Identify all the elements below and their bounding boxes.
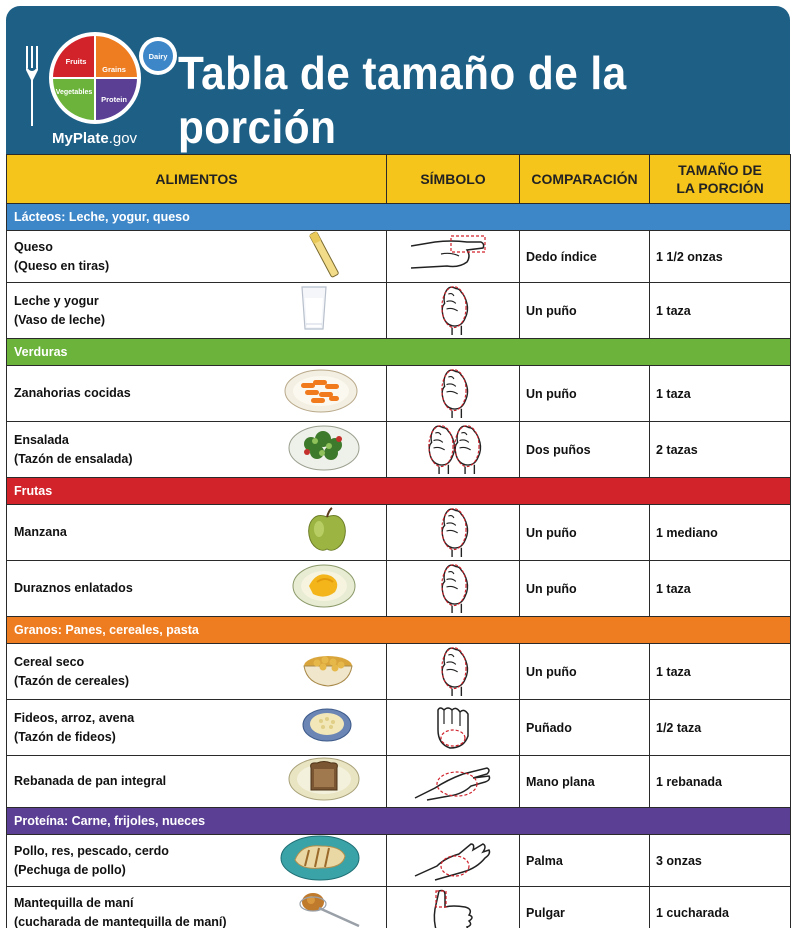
comparison-cell: Un puño bbox=[520, 644, 650, 700]
flat-hand-icon bbox=[413, 791, 493, 805]
symbol-cell bbox=[387, 366, 520, 422]
category-label: Frutas bbox=[7, 478, 791, 505]
category-label: Verduras bbox=[7, 339, 791, 366]
food-detail: (Tazón de fideos) bbox=[14, 729, 116, 744]
fist-icon bbox=[426, 324, 480, 338]
fork-icon bbox=[26, 46, 38, 126]
comparison-cell: Mano plana bbox=[520, 756, 650, 808]
comparison-cell: Pulgar bbox=[520, 887, 650, 928]
column-header-portion-label: TAMAÑO DE LA PORCIÓN bbox=[676, 162, 764, 196]
food-detail: (cucharada de mantequilla de maní) bbox=[14, 914, 227, 928]
palm-icon bbox=[413, 871, 493, 885]
food-cell bbox=[7, 231, 387, 283]
portion-cell: 2 tazas bbox=[650, 422, 791, 478]
category-label: Proteína: Carne, frijoles, nueces bbox=[7, 808, 791, 835]
food-detail: (Queso en tiras) bbox=[14, 258, 110, 273]
symbol-cell bbox=[387, 283, 520, 339]
table-row bbox=[7, 887, 791, 928]
symbol-cell bbox=[387, 644, 520, 700]
food-cell bbox=[7, 835, 387, 887]
food-name: Leche y yogur bbox=[14, 293, 99, 308]
milk-glass-icon bbox=[299, 284, 329, 338]
string-cheese-icon bbox=[303, 228, 347, 286]
portion-cell: 1 cucharada bbox=[650, 887, 791, 928]
comparison-cell: Un puño bbox=[520, 283, 650, 339]
fist-icon bbox=[426, 546, 480, 560]
page-title: Tabla de tamaño de la porción bbox=[178, 47, 627, 153]
comparison-cell: Dedo índice bbox=[520, 231, 650, 283]
plate-label-grains: Grains bbox=[102, 65, 126, 74]
food-cell bbox=[7, 561, 387, 617]
category-row bbox=[7, 339, 791, 366]
food-detail: (Pechuga de pollo) bbox=[14, 862, 126, 877]
portion-cell: 1 1/2 onzas bbox=[650, 231, 791, 283]
food-name: Rebanada de pan integral bbox=[14, 774, 167, 788]
symbol-cell bbox=[387, 561, 520, 617]
serving-size-table bbox=[6, 154, 791, 928]
plate-label-protein: Protein bbox=[101, 95, 127, 104]
portion-cell: 1 taza bbox=[650, 366, 791, 422]
logo-suffix: .gov bbox=[108, 130, 138, 147]
column-header-row bbox=[7, 155, 791, 204]
food-name: Duraznos enlatados bbox=[14, 581, 133, 595]
two-fists-icon bbox=[418, 463, 488, 477]
header-banner bbox=[6, 6, 790, 154]
food-name: Fideos, arroz, avena bbox=[14, 710, 135, 725]
food-name: Mantequilla de maní bbox=[14, 895, 134, 910]
table-row bbox=[7, 505, 791, 561]
plate-label-dairy: Dairy bbox=[148, 52, 168, 61]
symbol-cell bbox=[387, 505, 520, 561]
table-row bbox=[7, 283, 791, 339]
comparison-cell: Un puño bbox=[520, 505, 650, 561]
category-label: Lácteos: Leche, yogur, queso bbox=[7, 204, 791, 231]
table-row bbox=[7, 561, 791, 617]
portion-cell: 1 taza bbox=[650, 561, 791, 617]
table-row bbox=[7, 422, 791, 478]
logo-wordmark bbox=[52, 130, 137, 147]
table-row bbox=[7, 366, 791, 422]
food-detail: (Tazón de ensalada) bbox=[14, 451, 133, 466]
table-row bbox=[7, 644, 791, 700]
column-header-foods: ALIMENTOS bbox=[7, 155, 387, 204]
table-row bbox=[7, 231, 791, 283]
symbol-cell bbox=[387, 835, 520, 887]
category-row bbox=[7, 204, 791, 231]
food-cell bbox=[7, 505, 387, 561]
peaches-bowl-icon bbox=[291, 562, 357, 616]
comparison-cell: Un puño bbox=[520, 561, 650, 617]
food-detail: (Vaso de leche) bbox=[14, 312, 106, 327]
table-row bbox=[7, 756, 791, 808]
symbol-cell bbox=[387, 700, 520, 756]
peanut-butter-spoon-icon bbox=[297, 890, 363, 928]
portion-cell: 3 onzas bbox=[650, 835, 791, 887]
food-name: Zanahorias cocidas bbox=[14, 386, 131, 400]
food-cell bbox=[7, 283, 387, 339]
chicken-plate-icon bbox=[279, 834, 361, 888]
food-detail: (Tazón de cereales) bbox=[14, 673, 130, 688]
food-cell bbox=[7, 700, 387, 756]
food-cell bbox=[7, 756, 387, 808]
comparison-cell: Puñado bbox=[520, 700, 650, 756]
index-finger-icon bbox=[411, 267, 495, 281]
symbol-cell bbox=[387, 231, 520, 283]
comparison-cell: Dos puños bbox=[520, 422, 650, 478]
cereal-bowl-icon bbox=[301, 648, 355, 696]
logo-brand: MyPlate bbox=[52, 130, 109, 147]
portion-cell: 1 taza bbox=[650, 283, 791, 339]
food-cell bbox=[7, 644, 387, 700]
fist-icon bbox=[426, 602, 480, 616]
food-name: Pollo, res, pescado, cerdo bbox=[14, 843, 169, 858]
pasta-bowl-icon bbox=[301, 706, 353, 750]
food-name: Queso bbox=[14, 239, 53, 254]
column-header-symbol: SÍMBOLO bbox=[387, 155, 520, 204]
symbol-cell bbox=[387, 756, 520, 808]
comparison-cell: Un puño bbox=[520, 366, 650, 422]
carrots-plate-icon bbox=[283, 368, 359, 420]
plate-icon bbox=[40, 26, 180, 128]
category-row bbox=[7, 617, 791, 644]
plate-label-vegetables: Vegetables bbox=[55, 89, 93, 96]
food-name: Ensalada bbox=[14, 432, 69, 447]
salad-plate-icon bbox=[287, 422, 361, 478]
category-row bbox=[7, 478, 791, 505]
column-header-portion bbox=[650, 155, 791, 204]
handful-icon bbox=[428, 741, 478, 755]
symbol-cell bbox=[387, 887, 520, 928]
food-name: Manzana bbox=[14, 525, 67, 539]
food-cell bbox=[7, 887, 387, 928]
fist-icon bbox=[426, 685, 480, 699]
myplate-logo bbox=[16, 18, 176, 148]
bread-plate-icon bbox=[287, 756, 361, 808]
apple-icon bbox=[305, 507, 349, 559]
symbol-cell bbox=[387, 422, 520, 478]
comparison-cell: Palma bbox=[520, 835, 650, 887]
fist-icon bbox=[426, 407, 480, 421]
portion-cell: 1 mediano bbox=[650, 505, 791, 561]
food-cell bbox=[7, 422, 387, 478]
food-cell bbox=[7, 366, 387, 422]
table-row bbox=[7, 835, 791, 887]
portion-cell: 1 taza bbox=[650, 644, 791, 700]
portion-cell: 1/2 taza bbox=[650, 700, 791, 756]
plate-label-fruits: Fruits bbox=[65, 57, 87, 66]
thumb-icon bbox=[427, 924, 479, 928]
category-label: Granos: Panes, cereales, pasta bbox=[7, 617, 791, 644]
category-row bbox=[7, 808, 791, 835]
table-row bbox=[7, 700, 791, 756]
portion-cell: 1 rebanada bbox=[650, 756, 791, 808]
column-header-comparison: COMPARACIÓN bbox=[520, 155, 650, 204]
food-name: Cereal seco bbox=[14, 654, 85, 669]
